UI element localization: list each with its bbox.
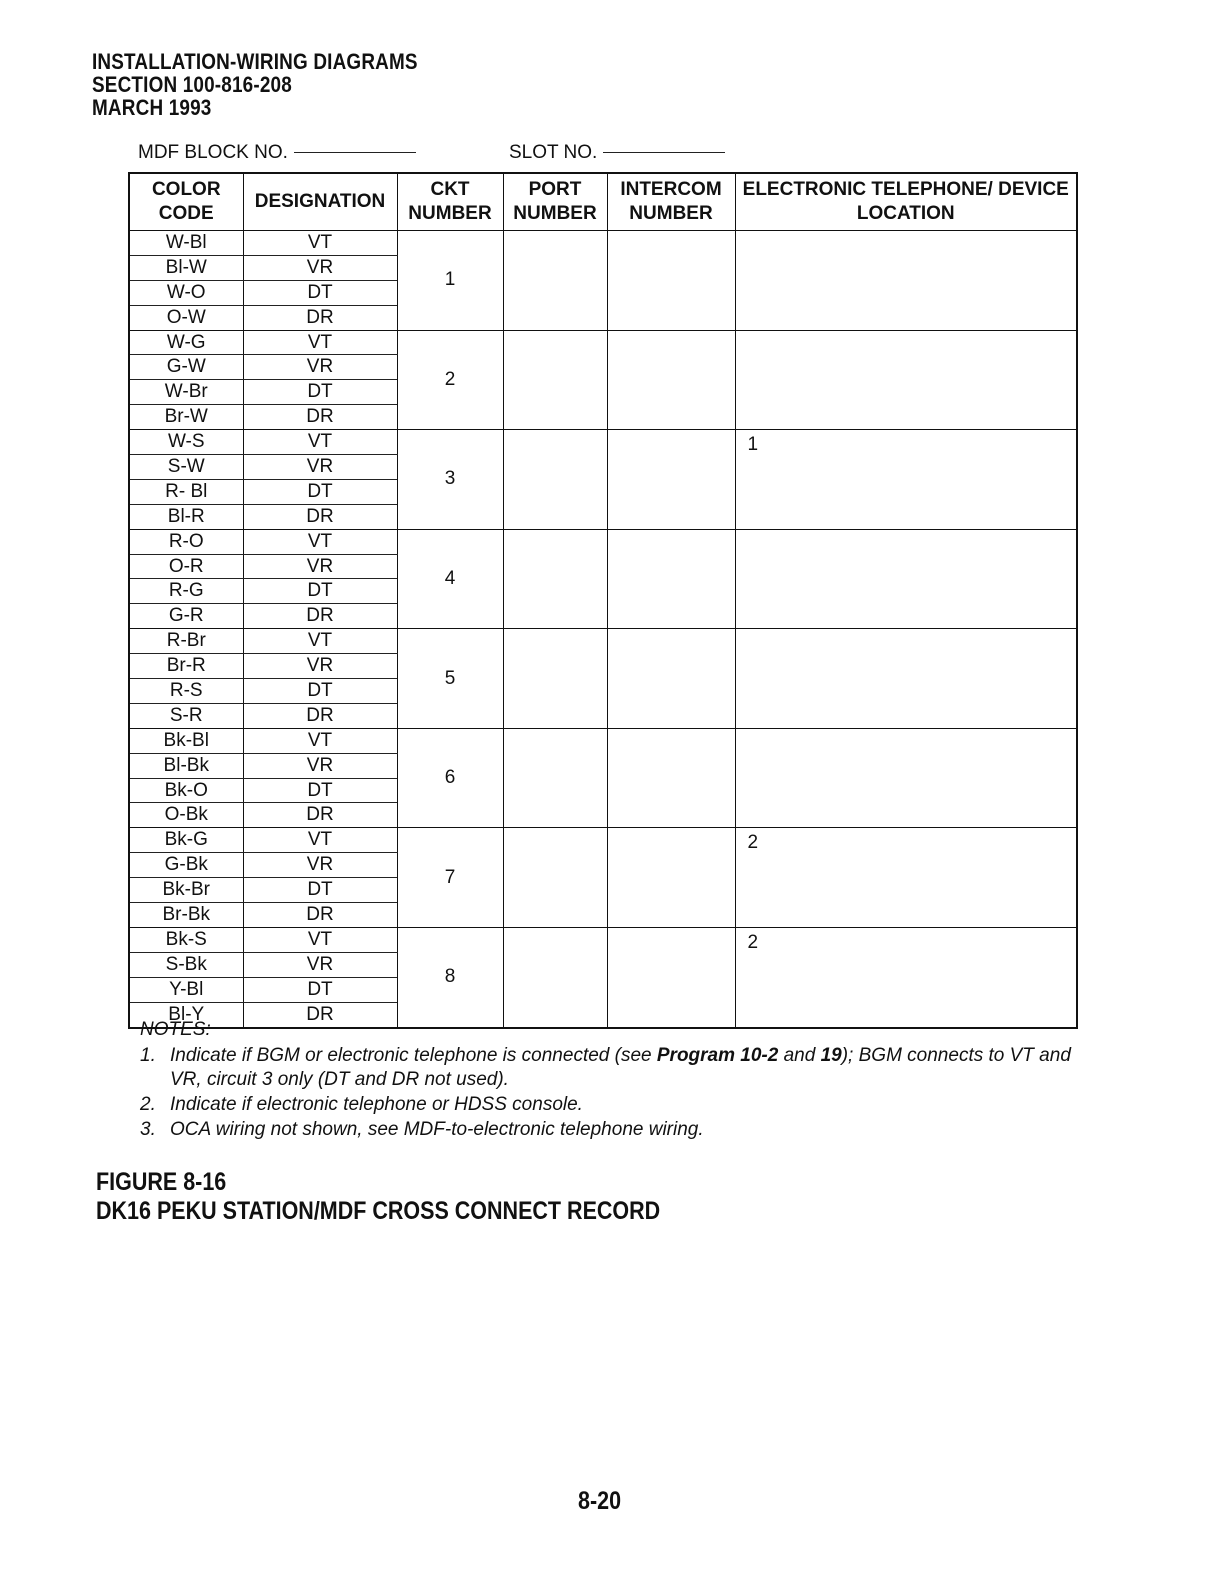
- figure-number: FIGURE 8-16: [96, 1168, 227, 1196]
- designation-cell: DT: [243, 778, 397, 803]
- ckt-number-cell: 1: [397, 231, 503, 331]
- table-row: [129, 828, 1077, 853]
- color-code-cell: Bk-G: [129, 828, 243, 853]
- cross-connect-table: [128, 172, 1078, 1029]
- color-code-cell: Y-Bl: [129, 977, 243, 1002]
- port-number-cell[interactable]: [503, 231, 607, 331]
- table-row: [129, 529, 1077, 554]
- color-code-cell: S-Bk: [129, 952, 243, 977]
- color-code-cell: W-S: [129, 430, 243, 455]
- header-designation: DESIGNATION: [243, 173, 397, 231]
- table-header-row: [129, 173, 1077, 231]
- color-code-cell: Bk-O: [129, 778, 243, 803]
- designation-cell: DT: [243, 679, 397, 704]
- device-location-cell[interactable]: [735, 728, 1077, 828]
- note-text: OCA wiring not shown, see MDF-to-electronic telephone wiring.: [170, 1119, 704, 1140]
- color-code-cell: O-R: [129, 554, 243, 579]
- device-location-cell[interactable]: [735, 231, 1077, 331]
- color-code-cell: R-Br: [129, 629, 243, 654]
- slot-label: SLOT NO.: [509, 142, 598, 163]
- designation-cell: VR: [243, 554, 397, 579]
- device-location-cell[interactable]: 1: [735, 430, 1077, 530]
- color-code-cell: G-Bk: [129, 853, 243, 878]
- header-title: INSTALLATION-WIRING DIAGRAMS: [92, 49, 418, 74]
- port-number-cell[interactable]: [503, 330, 607, 430]
- designation-cell: VR: [243, 255, 397, 280]
- color-code-cell: R-G: [129, 579, 243, 604]
- port-number-cell[interactable]: [503, 927, 607, 1027]
- color-code-cell: W-Bl: [129, 231, 243, 256]
- color-code-cell: Bk-S: [129, 927, 243, 952]
- device-location-cell[interactable]: [735, 529, 1077, 629]
- table-row: [129, 330, 1077, 355]
- designation-cell: DR: [243, 903, 397, 928]
- device-location-cell[interactable]: 2: [735, 828, 1077, 928]
- figure-title: DK16 PEKU STATION/MDF CROSS CONNECT RECORD: [96, 1197, 661, 1225]
- note-text: ); BGM connects to VT and VR, circuit 3 only (DT and DR not used).: [170, 1045, 1071, 1090]
- table-body: [129, 231, 1077, 1028]
- note-text: Indicate if electronic telephone or HDSS console.: [170, 1094, 583, 1115]
- color-code-cell: Br-Bk: [129, 903, 243, 928]
- port-number-cell[interactable]: [503, 828, 607, 928]
- note-text: and: [778, 1045, 821, 1066]
- intercom-number-cell[interactable]: [607, 927, 735, 1027]
- header-date: MARCH 1993: [92, 95, 212, 120]
- color-code-cell: W-Br: [129, 380, 243, 405]
- note-item: [140, 1118, 1080, 1142]
- header-intercom-number: INTERCOM NUMBER: [607, 173, 735, 231]
- ckt-number-cell: 2: [397, 330, 503, 430]
- color-code-cell: W-G: [129, 330, 243, 355]
- page-number: 8-20: [578, 1487, 622, 1515]
- mdf-block-label: MDF BLOCK NO.: [138, 142, 288, 163]
- ckt-number-cell: 7: [397, 828, 503, 928]
- figure-caption: [96, 1168, 660, 1226]
- color-code-cell: S-W: [129, 455, 243, 480]
- color-code-cell: O-W: [129, 305, 243, 330]
- header-ckt-number: CKT NUMBER: [397, 173, 503, 231]
- mdf-block-blank: [294, 152, 416, 153]
- designation-cell: VT: [243, 828, 397, 853]
- designation-cell: DR: [243, 803, 397, 828]
- designation-cell: DT: [243, 878, 397, 903]
- document-header: [92, 50, 418, 119]
- table-row: [129, 728, 1077, 753]
- designation-cell: DR: [243, 703, 397, 728]
- color-code-cell: Bl-R: [129, 504, 243, 529]
- port-number-cell[interactable]: [503, 529, 607, 629]
- color-code-cell: Bk-Bl: [129, 728, 243, 753]
- designation-cell: VR: [243, 753, 397, 778]
- ckt-number-cell: 8: [397, 927, 503, 1027]
- color-code-cell: Bk-Br: [129, 878, 243, 903]
- designation-cell: VT: [243, 430, 397, 455]
- intercom-number-cell[interactable]: [607, 828, 735, 928]
- note-program-ref: 19: [820, 1045, 842, 1066]
- designation-cell: VT: [243, 927, 397, 952]
- port-number-cell[interactable]: [503, 728, 607, 828]
- intercom-number-cell[interactable]: [607, 728, 735, 828]
- designation-cell: VR: [243, 952, 397, 977]
- slot-field: [509, 142, 725, 164]
- color-code-cell: Br-W: [129, 405, 243, 430]
- designation-cell: DT: [243, 380, 397, 405]
- mdf-block-field: [138, 142, 416, 164]
- device-location-cell[interactable]: [735, 629, 1077, 729]
- note-item: [140, 1093, 1080, 1117]
- color-code-cell: Br-R: [129, 654, 243, 679]
- designation-cell: VT: [243, 231, 397, 256]
- note-program-ref: Program 10-2: [656, 1045, 779, 1066]
- intercom-number-cell[interactable]: [607, 231, 735, 331]
- designation-cell: DR: [243, 305, 397, 330]
- color-code-cell: R-S: [129, 679, 243, 704]
- designation-cell: VT: [243, 728, 397, 753]
- color-code-cell: R- Bl: [129, 479, 243, 504]
- note-number: 3.: [140, 1119, 156, 1140]
- designation-cell: VR: [243, 355, 397, 380]
- designation-cell: DR: [243, 1002, 397, 1027]
- table-row: [129, 927, 1077, 952]
- designation-cell: DR: [243, 504, 397, 529]
- table-row: [129, 629, 1077, 654]
- designation-cell: VR: [243, 853, 397, 878]
- ckt-number-cell: 5: [397, 629, 503, 729]
- designation-cell: DT: [243, 280, 397, 305]
- table-row: [129, 231, 1077, 256]
- designation-cell: DT: [243, 977, 397, 1002]
- color-code-cell: G-W: [129, 355, 243, 380]
- device-location-cell[interactable]: 2: [735, 927, 1077, 1027]
- port-number-cell[interactable]: [503, 430, 607, 530]
- header-port-number: PORT NUMBER: [503, 173, 607, 231]
- color-code-cell: S-R: [129, 703, 243, 728]
- intercom-number-cell[interactable]: [607, 629, 735, 729]
- header-color-code: COLOR CODE: [129, 173, 243, 231]
- table-row: [129, 430, 1077, 455]
- designation-cell: DT: [243, 479, 397, 504]
- port-number-cell[interactable]: [503, 629, 607, 729]
- color-code-cell: Bl-Bk: [129, 753, 243, 778]
- color-code-cell: W-O: [129, 280, 243, 305]
- designation-cell: DR: [243, 405, 397, 430]
- header-device-location: ELECTRONIC TELEPHONE/ DEVICE LOCATION: [735, 173, 1077, 231]
- intercom-number-cell[interactable]: [607, 529, 735, 629]
- designation-cell: VR: [243, 654, 397, 679]
- ckt-number-cell: 6: [397, 728, 503, 828]
- color-code-cell: R-O: [129, 529, 243, 554]
- note-number: 1.: [140, 1045, 156, 1066]
- intercom-number-cell[interactable]: [607, 430, 735, 530]
- notes-title: NOTES:: [140, 1019, 211, 1040]
- header-section: SECTION 100-816-208: [92, 72, 292, 97]
- designation-cell: VR: [243, 455, 397, 480]
- designation-cell: VT: [243, 529, 397, 554]
- color-code-cell: O-Bk: [129, 803, 243, 828]
- designation-cell: VT: [243, 330, 397, 355]
- note-text: Indicate if BGM or electronic telephone is connected (see: [170, 1045, 657, 1066]
- notes-section: [140, 1018, 1080, 1143]
- color-code-cell: Bl-W: [129, 255, 243, 280]
- designation-cell: VT: [243, 629, 397, 654]
- designation-cell: DT: [243, 579, 397, 604]
- ckt-number-cell: 3: [397, 430, 503, 530]
- color-code-cell: Bl-Y: [129, 1002, 243, 1027]
- note-item: [140, 1044, 1080, 1092]
- intercom-number-cell[interactable]: [607, 330, 735, 430]
- designation-cell: DR: [243, 604, 397, 629]
- device-location-cell[interactable]: [735, 330, 1077, 430]
- slot-blank: [603, 152, 725, 153]
- ckt-number-cell: 4: [397, 529, 503, 629]
- color-code-cell: G-R: [129, 604, 243, 629]
- note-number: 2.: [140, 1094, 156, 1115]
